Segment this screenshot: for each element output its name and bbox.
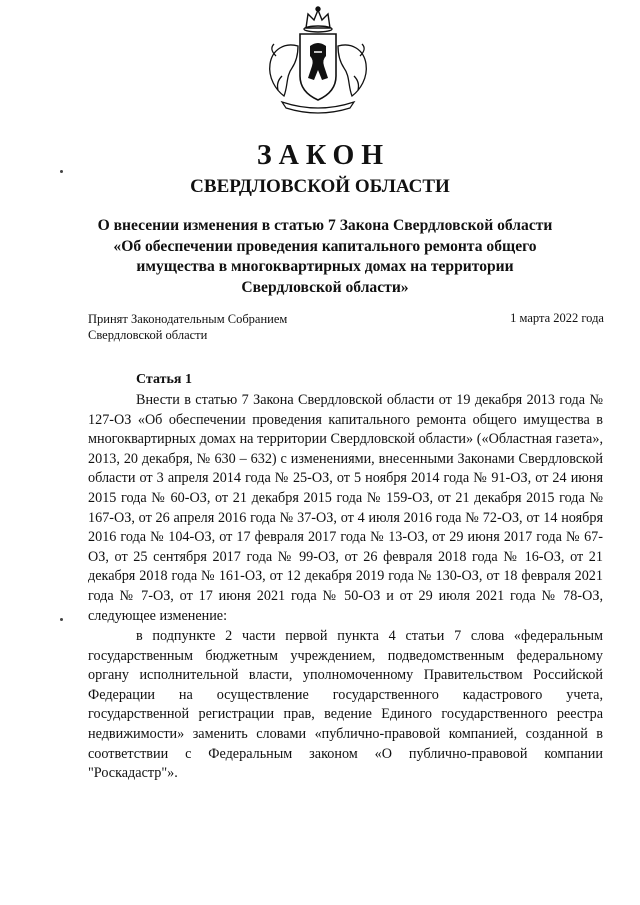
document-heading: О внесении изменения в статью 7 Закона Свердловской области «Об обеспечении проведения капитального ремонта общего имущества в многоквартирных домах на территории Свердловской области» (97, 217, 553, 296)
article-paragraph-1: Внести в статью 7 Закона Свердловской области от 19 декабря 2013 года № 127-ОЗ «Об обеспечении проведения капитального ремонта общего имущества в многоквартирных домах на территории Свердловской области» («Областная газета», 2013, 20 декабря, № 630 – 632) с изменениями, внесенными Законами Свердловской области от 3 апреля 2014 года № 25-ОЗ, от 5 ноября 2014 года № 91-ОЗ, от 24 июня 2015 года № 60-ОЗ, от 21 декабря 2015 года № 159-ОЗ, от 21 декабря 2015 года № 167-ОЗ, от 26 апреля 2016 года № 37-ОЗ, от 4 июля 2016 года № 72-ОЗ, от 14 ноября 2016 года № 104-ОЗ, от 17 февраля 2017 года № 13-ОЗ, от 29 июня 2017 года № 67-ОЗ, от 25 сентября 2017 года № 99-ОЗ, от 26 февраля 2018 года № 16-ОЗ, от 21 декабря 2018 года № 161-ОЗ, от 12 декабря 2019 года № 130-ОЗ, от 18 февраля 2021 года № 7-ОЗ, от 17 июня 2021 года № 50-ОЗ и от 29 июля 2021 года № 78-ОЗ, следующее изменение: (88, 392, 603, 624)
scan-mark (60, 618, 63, 621)
coat-of-arms-emblem-icon (262, 6, 374, 116)
article-title: Статья 1 (136, 372, 192, 387)
region-title: СВЕРДЛОВСКОЙ ОБЛАСТИ (190, 176, 450, 197)
law-title: ЗАКОН (256, 140, 391, 171)
adopted-by (88, 311, 287, 343)
adopted-date: 1 марта 2022 года (510, 311, 604, 325)
article-paragraph-2: в подпункте 2 части первой пункта 4 статьи 7 слова «федеральным государственным бюджетным учреждением, подведомственным федеральному органу исполнительной власти, уполномоченному Правительством Российской Федерации на осуществление государственного кадастрового учета, государственной регистрации прав, ведение Единого государственного реестра недвижимости» заменить словами «публично-правовой компанией, созданной в соответствии с Федеральным законом «О публично-правовой компании "Роскадастр"». (88, 628, 603, 782)
scan-mark (60, 170, 63, 173)
adopted-by-line-1: Принят Законодательным Собранием (88, 312, 288, 326)
adopted-by-line-2: Свердловской области (88, 328, 208, 342)
